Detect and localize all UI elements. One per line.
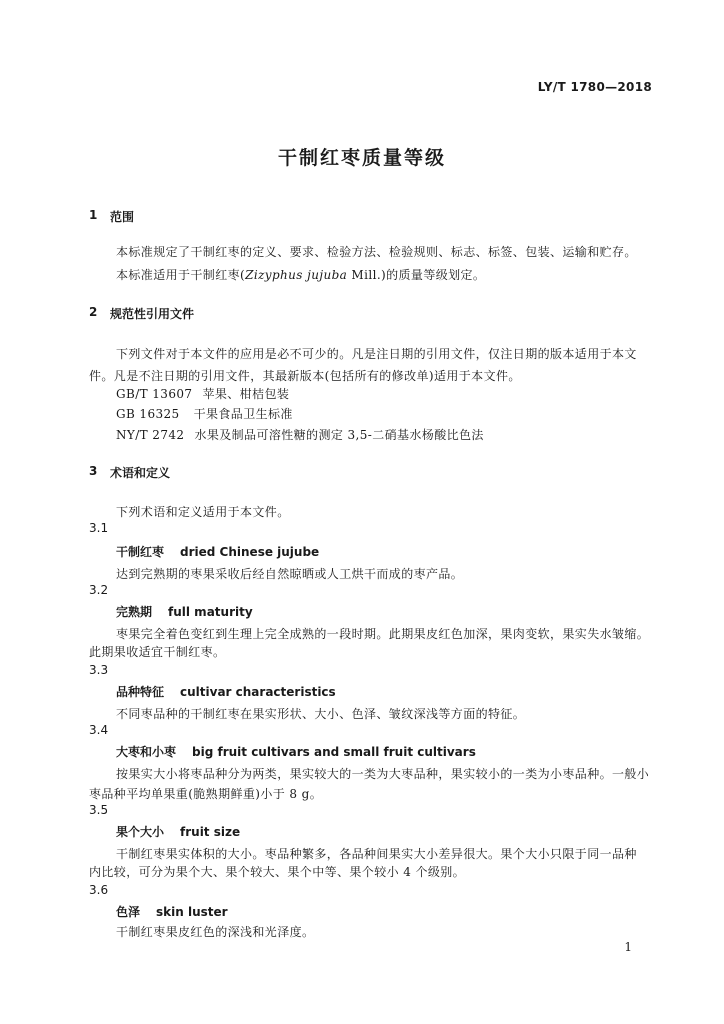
term-heading: 品种特征 cultivar characteristics: [116, 685, 336, 699]
section-number: 3: [89, 464, 98, 478]
term-definition-cont: 内比较，可分为果个大、果个较大、果个中等、果个较小 4 个级别。: [89, 865, 466, 879]
scope-paragraph: 本标准规定了干制红枣的定义、要求、检验方法、检验规则、标志、标签、包装、运输和贮存。: [116, 245, 637, 259]
scope-applicability-paragraph: 本标准适用于干制红枣(Zizyphus jujuba Mill.)的质量等级划定。: [116, 268, 486, 282]
reference-item: GB 16325 干果食品卫生标准: [116, 407, 293, 421]
term-definition: 干制红枣果实体积的大小。枣品种繁多，各品种间果实大小差异很大。果个大小只限于同一品种: [116, 847, 637, 861]
scientific-name: Zizyphus jujuba: [245, 268, 348, 282]
term-heading: 色泽 skin luster: [116, 905, 228, 919]
term-number: 3.6: [89, 883, 109, 897]
references-paragraph: 下列文件对于本文件的应用是必不可少的。凡是注日期的引用文件，仅注日期的版本适用于本文: [116, 347, 637, 361]
term-heading: 完熟期 full maturity: [116, 605, 253, 619]
term-definition: 不同枣品种的干制红枣在果实形状、大小、色泽、皱纹深浅等方面的特征。: [116, 707, 526, 721]
term-number: 3.4: [89, 723, 109, 737]
section-number: 1: [89, 208, 98, 222]
term-number: 3.1: [89, 521, 109, 535]
section-number: 2: [89, 305, 98, 319]
terms-intro: 下列术语和定义适用于本文件。: [116, 505, 290, 519]
term-definition-cont: 此期果收适宜干制红枣。: [89, 645, 226, 659]
term-definition: 按果实大小将枣品种分为两类，果实较大的一类为大枣品种，果实较小的一类为小枣品种。一般小: [116, 767, 650, 781]
document-title: 干制红枣质量等级: [277, 147, 446, 169]
page-number: 1: [624, 940, 632, 954]
term-definition: 干制红枣果皮红色的深浅和光泽度。: [116, 925, 315, 939]
section-title-scope: 范围: [110, 210, 135, 224]
term-definition: 达到完熟期的枣果采收后经自然晾晒或人工烘干而成的枣产品。: [116, 567, 464, 581]
term-heading: 干制红枣 dried Chinese jujube: [116, 545, 320, 559]
term-definition: 枣果完全着色变红到生理上完全成熟的一段时期。此期果皮红色加深，果肉变软，果实失水皱缩。: [116, 627, 650, 641]
term-definition-cont: 枣品种平均单果重(脆熟期鲜重)小于 8 g。: [89, 787, 323, 801]
term-number: 3.3: [89, 663, 109, 677]
term-number: 3.2: [89, 583, 109, 597]
reference-item: NY/T 2742 水果及制品可溶性糖的测定 3,5-二硝基水杨酸比色法: [116, 428, 484, 442]
term-heading: 大枣和小枣 big fruit cultivars and small fruit cultivars: [116, 745, 476, 759]
section-title-terms: 术语和定义: [110, 466, 171, 480]
reference-item: GB/T 13607 苹果、柑桔包装: [116, 387, 290, 401]
section-title-references: 规范性引用文件: [110, 307, 195, 321]
standard-code: LY/T 1780—2018: [537, 80, 652, 94]
references-paragraph-cont: 件。凡是不注日期的引用文件，其最新版本(包括所有的修改单)适用于本文件。: [89, 369, 521, 383]
term-heading: 果个大小 fruit size: [116, 825, 241, 839]
term-number: 3.5: [89, 803, 109, 817]
